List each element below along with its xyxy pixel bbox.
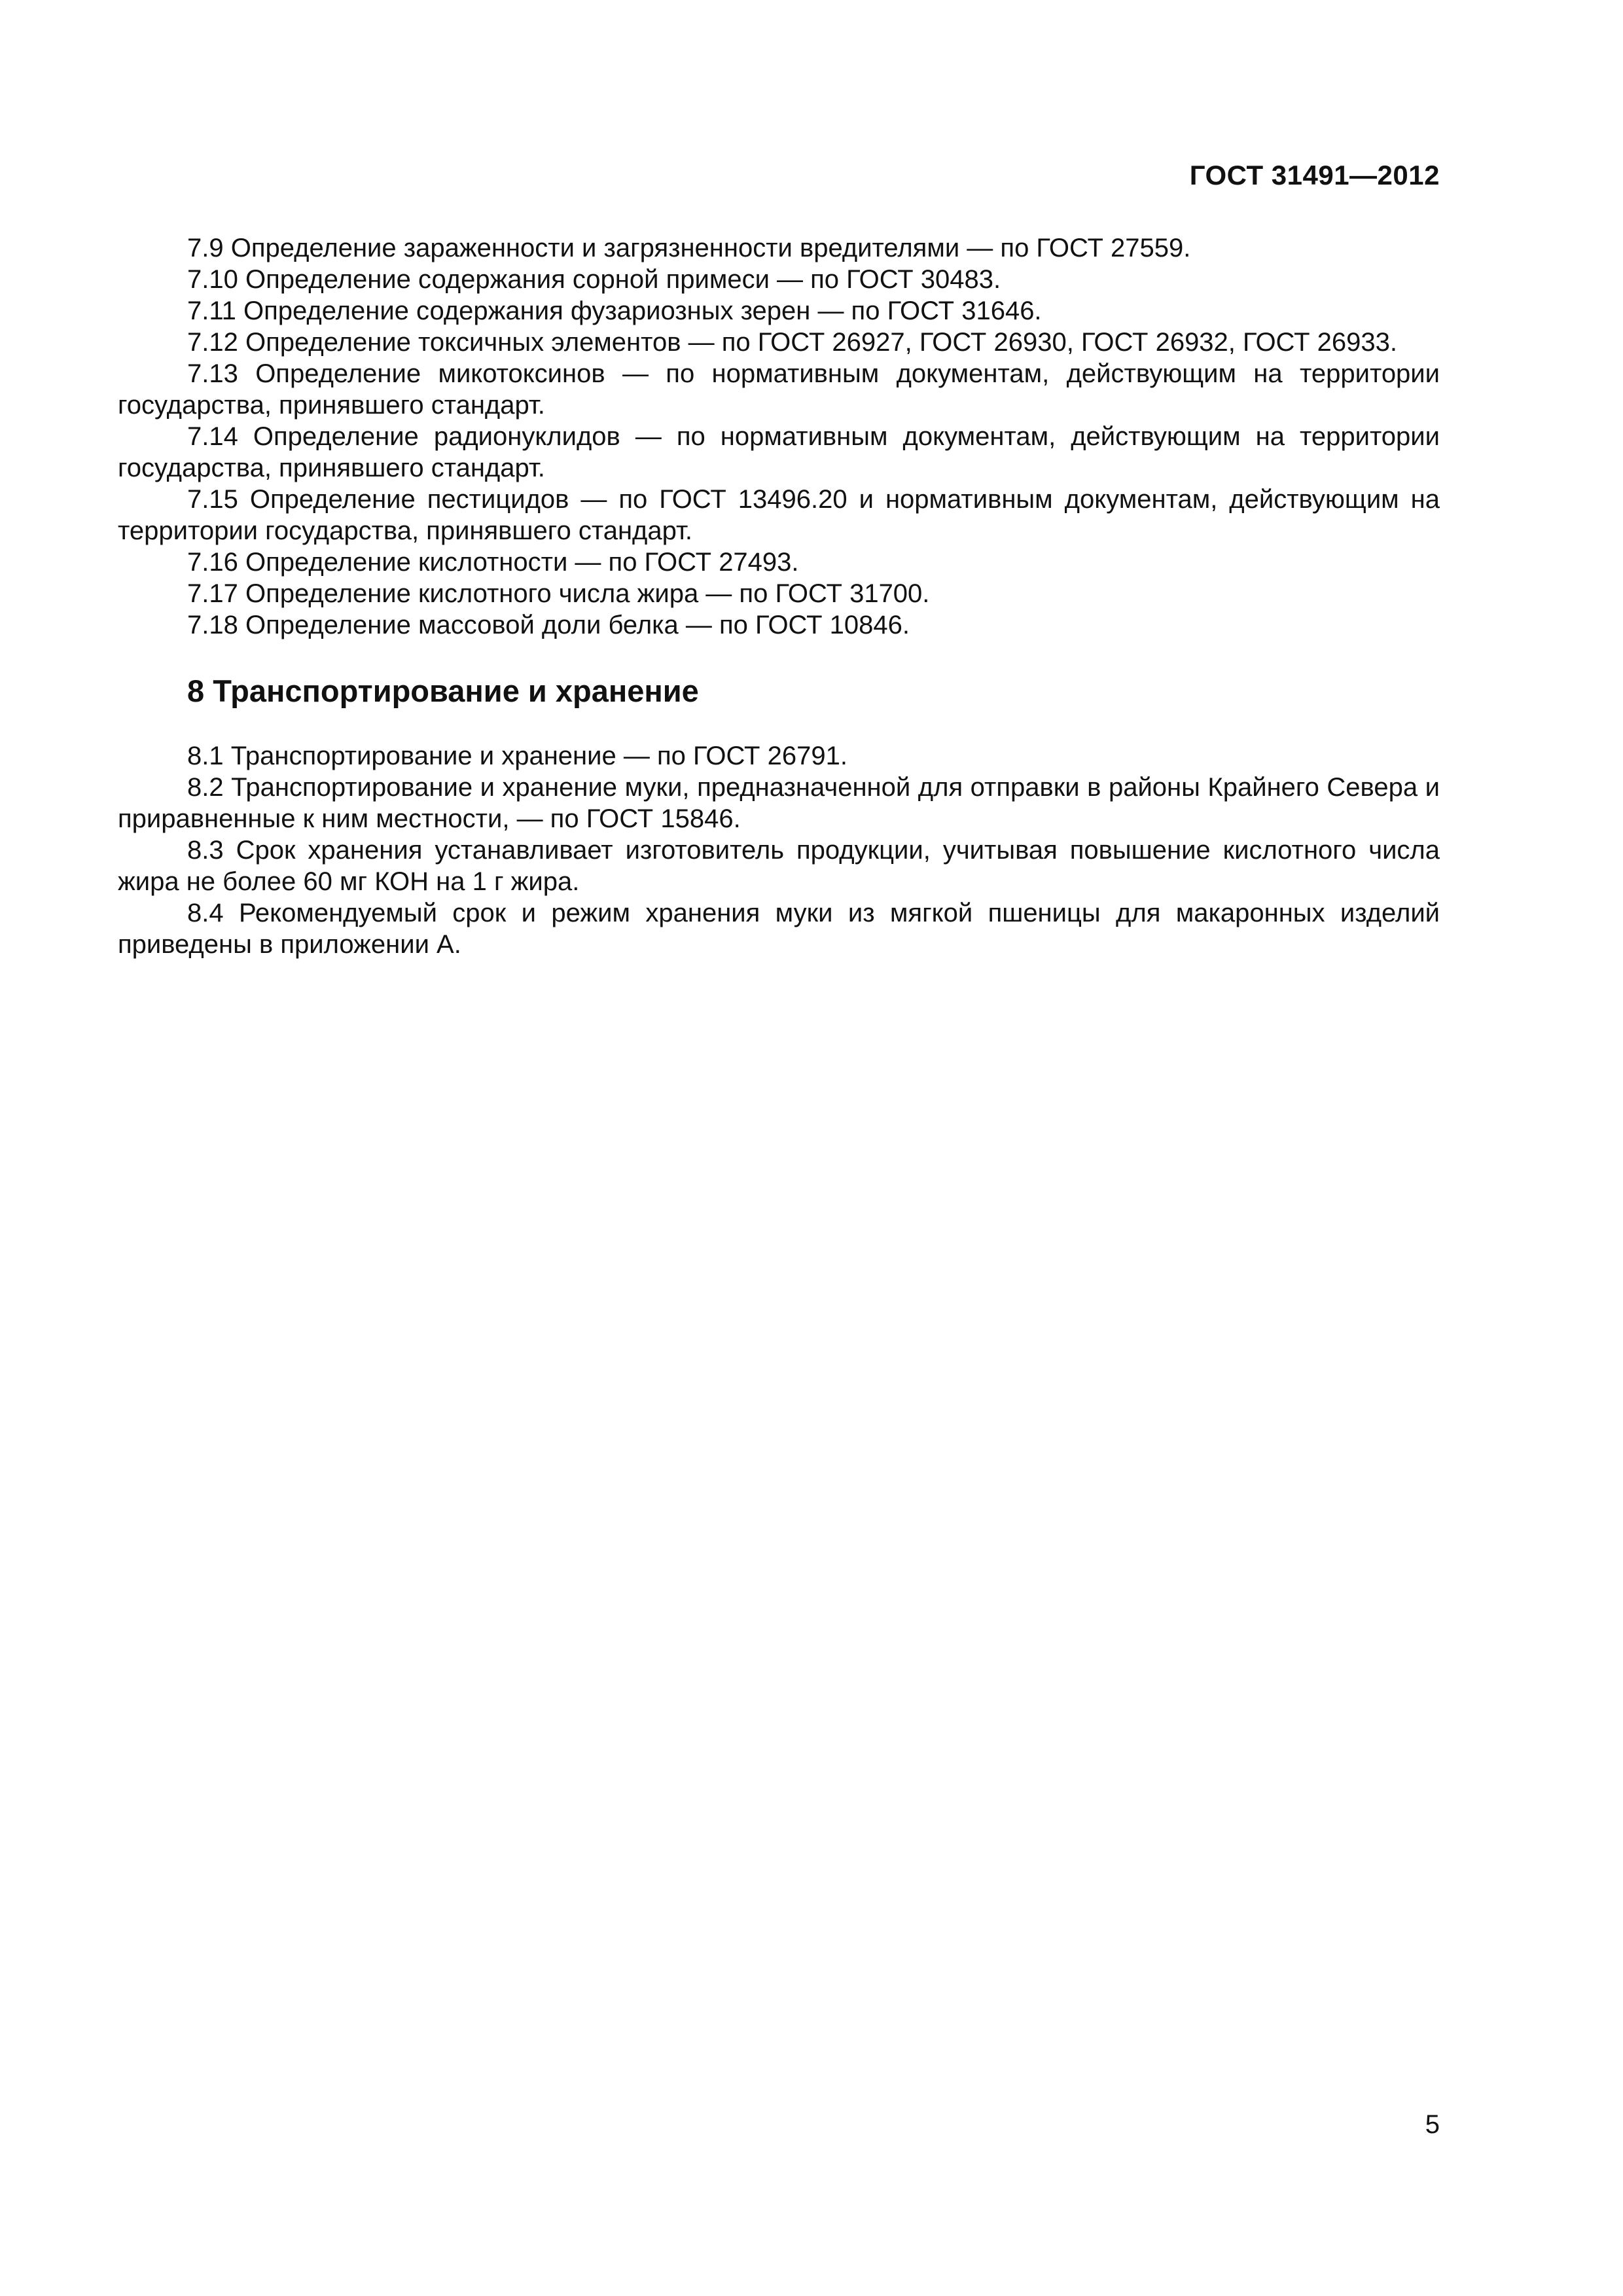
clause-8-1: 8.1 Транспортирование и хранение — по ГОСТ 26791. [187, 742, 847, 770]
page-content [118, 232, 1440, 960]
clause-7-9: 7.9 Определение зараженности и загрязненности вредителями — по ГОСТ 27559. [187, 234, 1191, 262]
clause-7-13: 7.13 Определение микотоксинов — по нормативным документам, действующим на территории государства, принявшего стандарт. [118, 359, 1440, 420]
section-8-heading: 8 Транспортирование и хранение [187, 673, 699, 708]
clause-7-16: 7.16 Определение кислотности — по ГОСТ 27493. [187, 548, 799, 577]
clause-7-12: 7.12 Определение токсичных элементов — по ГОСТ 26927, ГОСТ 26930, ГОСТ 26932, ГОСТ 26933. [187, 328, 1398, 357]
clause-8-4: 8.4 Рекомендуемый срок и режим хранения муки из мягкой пшеницы для макаронных изделий приведены в приложении А. [118, 899, 1440, 959]
clause-8-2: 8.2 Транспортирование и хранение муки, предназначенной для отправки в районы Крайнего Севера и приравненные к ним местности, — по ГОСТ 15846. [118, 773, 1440, 833]
clause-7-10: 7.10 Определение содержания сорной примеси — по ГОСТ 30483. [187, 265, 1001, 294]
clause-7-14: 7.14 Определение радионуклидов — по нормативным документам, действующим на территории государства, принявшего стандарт. [118, 422, 1440, 482]
clause-7-18: 7.18 Определение массовой доли белка — по ГОСТ 10846. [187, 611, 910, 639]
page-number: 5 [1425, 2110, 1440, 2139]
clause-7-17: 7.17 Определение кислотного числа жира — по ГОСТ 31700. [187, 579, 930, 608]
clause-7-15: 7.15 Определение пестицидов — по ГОСТ 13496.20 и нормативным документам, действующим на территории государства, принявшего стандарт. [118, 485, 1440, 545]
document-code: ГОСТ 31491—2012 [1189, 160, 1440, 190]
clause-8-3: 8.3 Срок хранения устанавливает изготовитель продукции, учитывая повышение кислотного числа жира не более 60 мг КОН на 1 г жира. [118, 836, 1440, 896]
clause-7-11: 7.11 Определение содержания фузариозных зерен — по ГОСТ 31646. [187, 296, 1042, 325]
